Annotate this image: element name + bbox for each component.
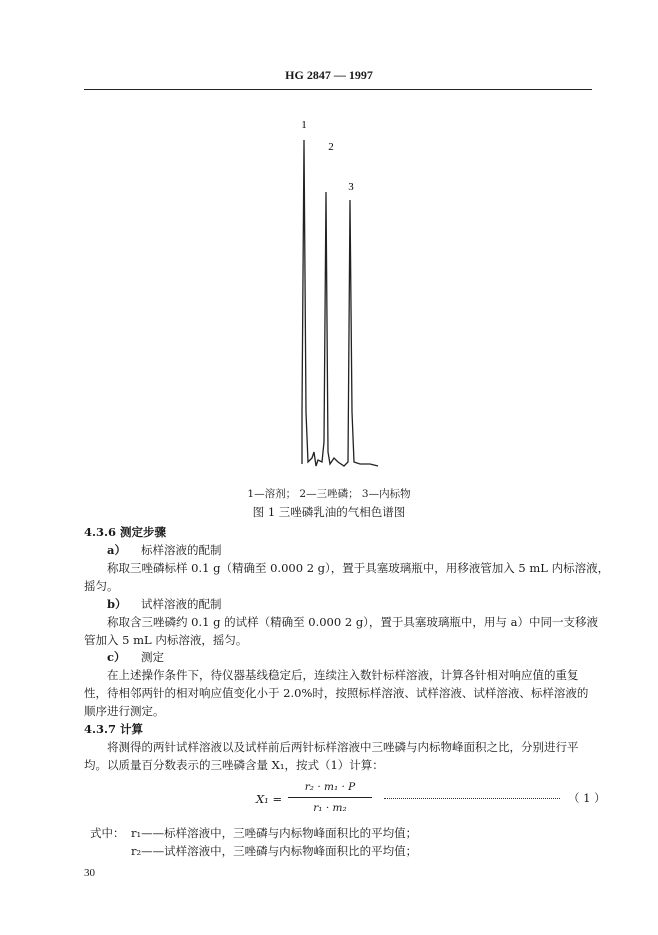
- peak-label-2: 2: [328, 141, 334, 153]
- chromatogram-chart: [290, 112, 390, 472]
- item-c-label: c）: [107, 650, 126, 664]
- item-b-title: 试样溶液的配制: [141, 597, 222, 611]
- item-b-line-1: 称取含三唑磷约 0.1 g 的试样（精确至 0.000 2 g），置于具塞玻璃瓶中，用与 a）中同一支移液: [107, 615, 598, 629]
- item-b-line-2: 管加入 5 mL 内标溶液，摇匀。: [84, 633, 248, 647]
- page-number: 30: [84, 867, 95, 879]
- item-c-line-1: 在上述操作条件下，待仪器基线稳定后，连续注入数针标样溶液，计算各针相对响应值的重复: [107, 668, 579, 682]
- equation-number: （ 1 ）: [568, 791, 606, 805]
- formula-numerator: r₂ · m₁ · P: [304, 781, 356, 793]
- item-c-line-2: 性，待相邻两针的相对响应值变化小于 2.0%时，按照标样溶液、试样溶液、试样溶液、标样溶液的: [84, 686, 589, 700]
- calc-line-1: 将测得的两针试样溶液以及试样前后两针标样溶液中三唑磷与内标物峰面积之比，分别进行平: [107, 740, 579, 754]
- formula-leader-dots: [384, 798, 560, 799]
- item-b-label: b）: [107, 597, 127, 611]
- where-label: 式中：: [90, 826, 125, 840]
- formula-denominator: r₁ · m₂: [313, 802, 347, 814]
- section-title-437: 4.3.7 计算: [84, 722, 144, 736]
- item-a-label: a）: [107, 543, 126, 557]
- peak-label-3: 3: [348, 181, 354, 193]
- formula-fraction-bar: [288, 797, 372, 798]
- chromatogram-trace: [302, 140, 378, 466]
- item-a-line-2: 摇匀。: [84, 579, 119, 593]
- header-rule: [84, 89, 592, 90]
- page-header: HG 2847 — 1997: [285, 68, 373, 82]
- item-c-line-3: 顺序进行测定。: [84, 704, 165, 718]
- variable-r1: r₁——标样溶液中，三唑磷与内标物峰面积比的平均值；: [131, 826, 418, 840]
- peak-label-1: 1: [301, 119, 307, 131]
- item-c-title: 测定: [141, 650, 164, 664]
- item-a-line-1: 称取三唑磷标样 0.1 g（精确至 0.000 2 g），置于具塞玻璃瓶中，用移液管加入 5 mL 内标溶液，: [107, 561, 610, 575]
- item-a-title: 标样溶液的配制: [141, 543, 222, 557]
- figure-legend: 1—溶剂； 2—三唑磷； 3—内标物: [247, 488, 411, 500]
- calc-line-2: 均。以质量百分数表示的三唑磷含量 X₁，按式（1）计算：: [84, 758, 384, 772]
- formula-lhs: X₁ =: [256, 792, 283, 806]
- section-title-436: 4.3.6 测定步骤: [84, 525, 167, 539]
- figure-caption: 图 1 三唑磷乳油的气相色谱图: [252, 505, 406, 519]
- variable-r2: r₂——试样溶液中，三唑磷与内标物峰面积比的平均值；: [131, 844, 418, 858]
